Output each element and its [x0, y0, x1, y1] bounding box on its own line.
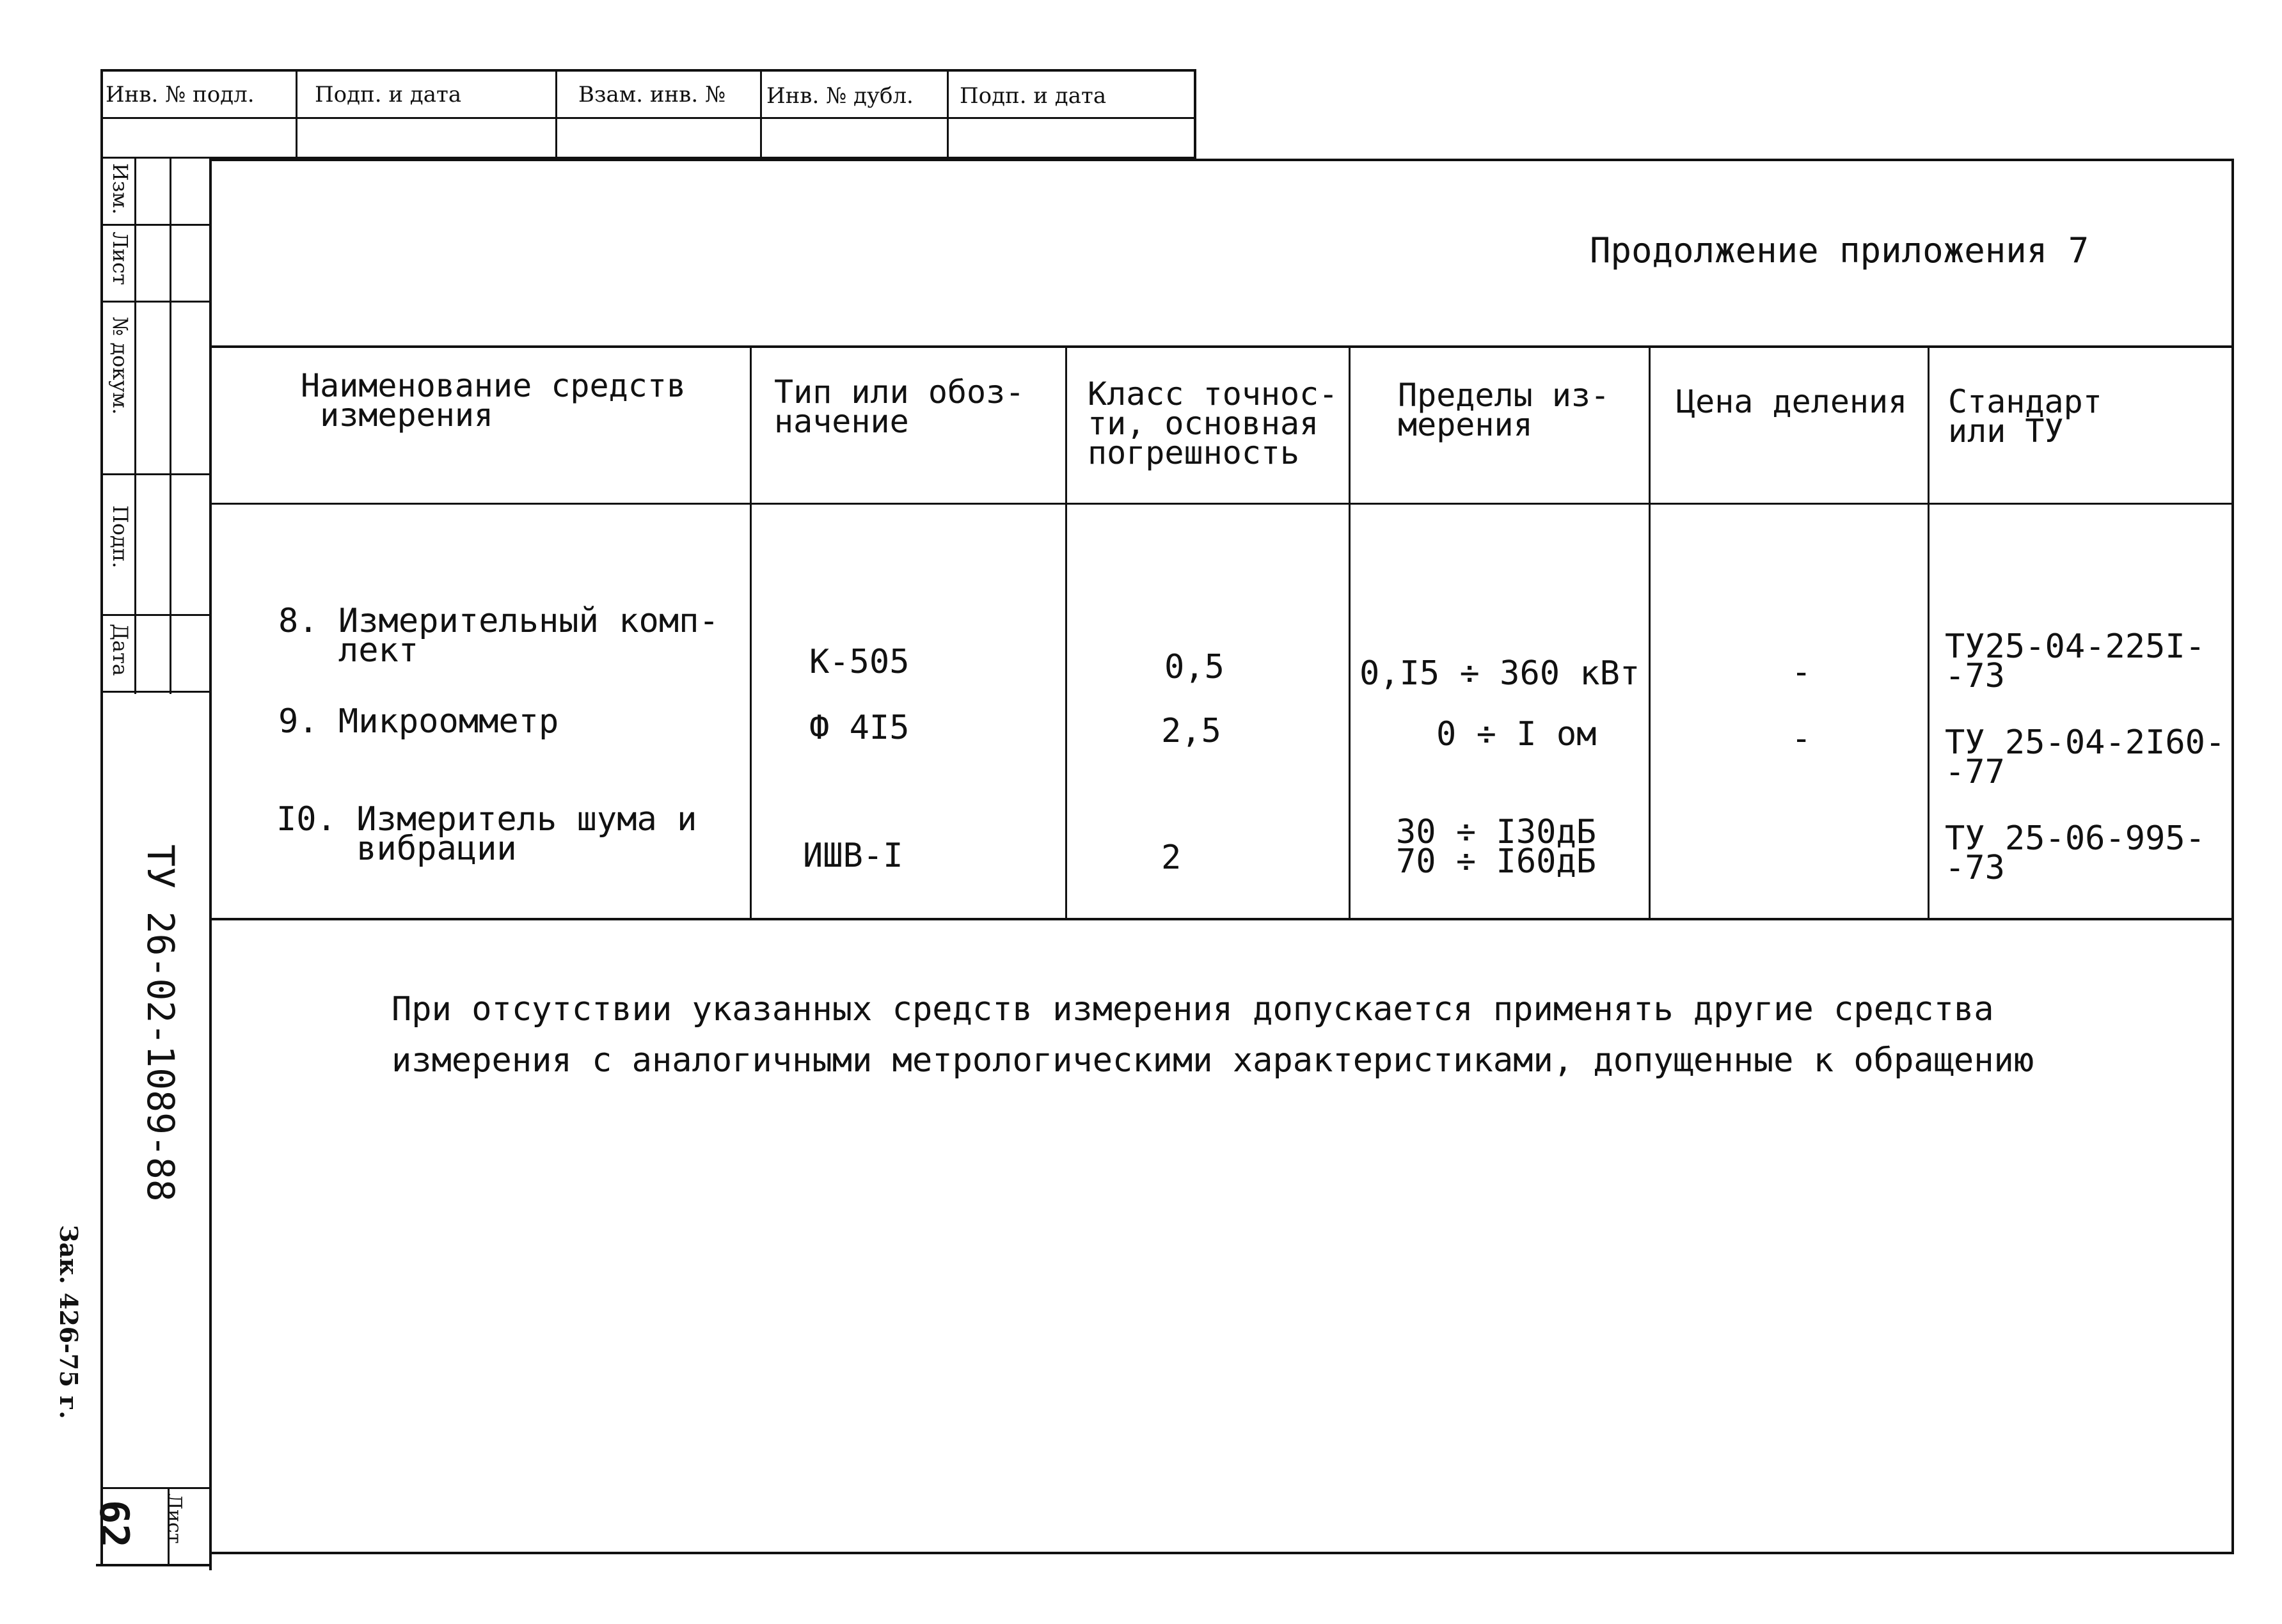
row-9-name: 9. Микроомметр	[278, 702, 559, 741]
row-8-type: К-505	[809, 643, 910, 681]
row-10-standard: ТУ 25-06-995- -73	[1945, 819, 2205, 887]
row-10-name: I0. Измеритель шума и вибрации	[276, 800, 697, 868]
row-8-range: 0,I5 ÷ 360 кВт	[1359, 654, 1640, 693]
stamp-inv-dubl: Инв. № дубл.	[766, 83, 914, 109]
header-standard: Стандарт или ТУ	[1948, 383, 2102, 450]
row-8-standard: ТУ25-04-225I- -73	[1945, 627, 2205, 695]
stamp-podp-data-2: Подп. и дата	[960, 83, 1107, 109]
sheet-number: 62	[91, 1500, 138, 1548]
stamp-vzam-inv: Взам. инв. №	[578, 82, 726, 107]
note-line-2: измерения с аналогичными метрологическими характеристиками, допущенные к обращению	[392, 1041, 2034, 1080]
row-9-range: 0 ÷ I ом	[1436, 715, 1597, 753]
side-dokum: № докум.	[108, 317, 132, 415]
row-9-type: Ф 4I5	[809, 709, 910, 747]
order-number: Зак. 426-75 г.	[54, 1225, 83, 1419]
row-10-type: ИШВ-I	[803, 837, 903, 875]
row-9-accuracy: 2,5	[1161, 712, 1221, 750]
side-izm: Изм.	[108, 163, 132, 215]
header-division: Цена деления	[1676, 383, 1908, 420]
header-range: Пределы из- мерения	[1398, 377, 1610, 443]
row-10-accuracy: 2	[1161, 839, 1182, 877]
header-name: Наименование средств измерения	[301, 367, 686, 434]
side-list: Лист	[108, 232, 132, 285]
sheet-label: Лист	[163, 1494, 186, 1544]
row-10-range: 30 ÷ I30дБ 70 ÷ I60дБ	[1396, 813, 1597, 881]
header-accuracy: Класс точнос- ти, основная погрешность	[1088, 375, 1338, 471]
row-8-division: -	[1791, 653, 1812, 691]
side-podp: Подп.	[108, 505, 132, 569]
stamp-inv-podl: Инв. № подл.	[106, 82, 255, 107]
side-data: Дата	[108, 624, 132, 676]
row-9-standard: ТУ 25-04-2I60- -77	[1945, 723, 2226, 791]
document-code: ТУ 26-02-1089-88	[139, 844, 182, 1202]
note-line-1: При отсутствии указанных средств измерения допускается применять другие средства	[392, 990, 1994, 1029]
header-type: Тип или обоз- начение	[774, 374, 1025, 440]
row-8-name: 8. Измерительный комп- лект	[278, 602, 719, 670]
stamp-podp-data: Подп. и дата	[315, 82, 462, 107]
continuation-heading: Продолжение приложения 7	[1590, 230, 2089, 271]
row-9-division: -	[1791, 720, 1812, 758]
row-8-accuracy: 0,5	[1164, 648, 1224, 686]
